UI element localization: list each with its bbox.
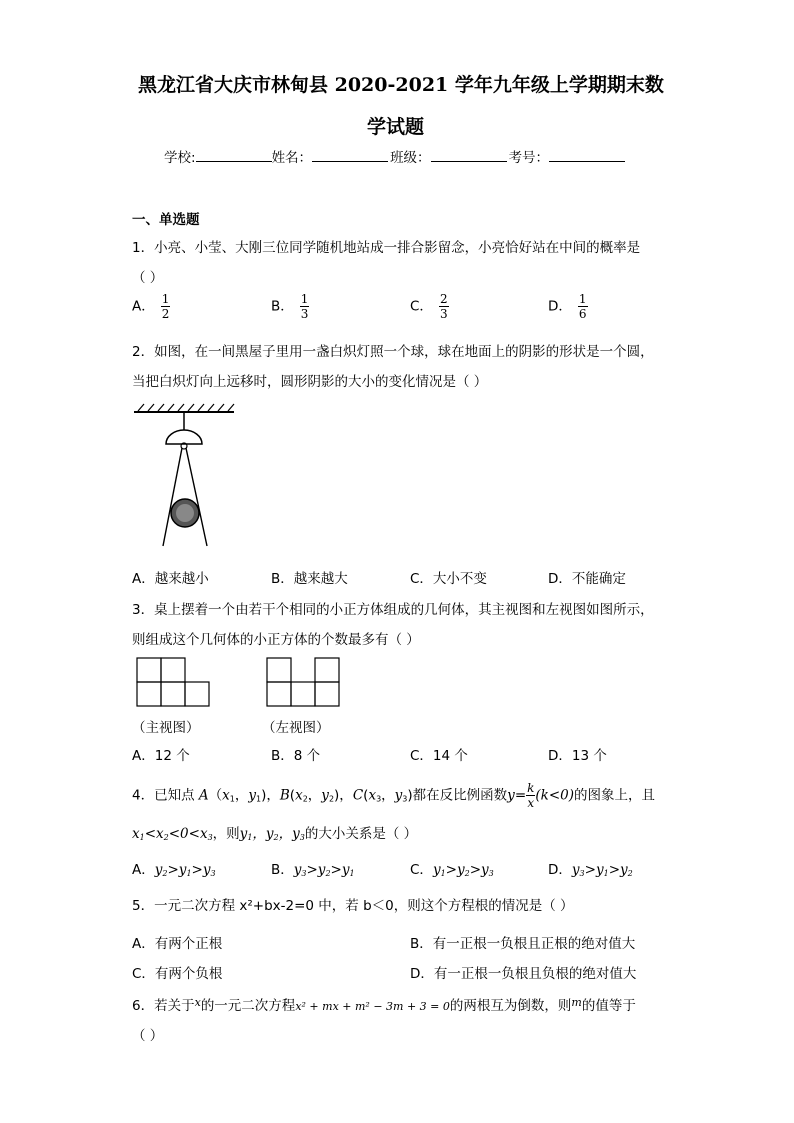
q6-stem: [132, 994, 636, 1014]
q3-option-b[interactable]: B．8 个: [271, 748, 321, 764]
q3-option-a[interactable]: A．12 个: [132, 748, 190, 764]
q4-prefix: 4．已知点: [132, 787, 195, 804]
q4-option-a[interactable]: A．$y_2>y_1>y_3$: [132, 862, 216, 878]
q4-option-d[interactable]: D．$y_3>y_1>y_2$: [548, 862, 633, 878]
q5-option-a[interactable]: A．有两个正根: [132, 936, 223, 952]
q4-stem-line2: [132, 822, 417, 842]
section-heading: 一、单选题: [132, 212, 200, 228]
fraction-denominator: x: [527, 796, 535, 810]
option-label: D．: [548, 862, 572, 878]
fraction-denominator: 3: [300, 307, 309, 321]
q5-option-c[interactable]: C．有两个负根: [132, 966, 223, 982]
q6-mid: 的一元二次方程: [200, 998, 296, 1014]
q6-equation: x² + mx + m² − 3m + 3 = 0: [295, 1000, 450, 1013]
light-ray-right: [186, 448, 207, 546]
front-view-figure: [136, 657, 216, 709]
q2-option-b[interactable]: B．越来越大: [271, 571, 348, 587]
name-label: 姓名：: [271, 150, 313, 166]
inequality-expr: $x_1<x_2<0<x_3$: [132, 826, 213, 842]
q3-stem-line2: 则组成这个几何体的小正方体的个数最多有（ ）: [132, 632, 420, 648]
q6-paren: （ ）: [132, 1028, 164, 1044]
ball-highlight: [176, 504, 194, 522]
exam-no-label: 考号：: [508, 150, 550, 166]
q3-stem-line1: 3．桌上摆着一个由若干个相同的小正方体组成的几何体，其主视图和左视图如图所示，: [132, 602, 654, 618]
lamp-ball-figure: [130, 400, 240, 550]
option-label: C．: [410, 862, 433, 878]
doc-title-line2: 学试题: [367, 116, 425, 138]
option-label: C．: [410, 298, 433, 315]
q3-option-c[interactable]: C．14 个: [410, 748, 468, 764]
fraction-numerator: k: [527, 781, 535, 795]
q5-stem: 5．一元二次方程 x²+bx-2=0 中，若 b＜0，则这个方程根的情况是（ ）: [132, 898, 574, 914]
fraction-numerator: 1: [578, 292, 587, 306]
q3-option-d[interactable]: D．13 个: [548, 748, 607, 764]
y-list-expr: $y_1$，$y_2$，$y_3$: [239, 826, 305, 842]
ceiling-hatch: [138, 404, 234, 411]
q1-option-d[interactable]: [548, 292, 588, 321]
q1-option-c[interactable]: [410, 292, 449, 321]
q1-stem: 1．小亮、小莹、大刚三位同学随机地站成一排合影留念，小亮恰好站在中间的概率是: [132, 240, 641, 256]
fraction-numerator: 1: [161, 292, 170, 306]
school-label: 学校:: [164, 150, 196, 166]
fraction-numerator: 2: [439, 292, 448, 306]
q4-option-b[interactable]: B．$y_3>y_2>y_1$: [271, 862, 355, 878]
q2-stem-line2: 当把白炽灯向上远移时，圆形阴影的大小的变化情况是（ ）: [132, 374, 488, 390]
option-label: B．: [271, 298, 294, 315]
q5-option-d[interactable]: D．有一正根一负根且负根的绝对值大: [410, 966, 637, 982]
var-m: m: [571, 996, 582, 1009]
q2-option-c[interactable]: C．大小不变: [410, 571, 487, 587]
q6-suffix: 的两根互为倒数，则: [449, 998, 572, 1014]
q4-option-c[interactable]: C．$y_1>y_2>y_3$: [410, 862, 494, 878]
q4-mid: 都在反比例函数: [412, 787, 508, 804]
point-a-expr: A: [198, 787, 209, 804]
option-label: A．: [132, 298, 155, 315]
q2-stem-line1: 2．如图，在一间黑屋子里用一盏白炽灯照一个球，球在地面上的阴影的形状是一个圆，: [132, 344, 654, 360]
front-view-caption: （主视图）: [132, 720, 200, 736]
q4-line2-end: 的大小关系是（ ）: [304, 826, 418, 842]
lamp-shade: [166, 430, 202, 444]
q6-prefix: 6．若关于: [132, 998, 195, 1014]
q2-option-a[interactable]: A．越来越小: [132, 571, 209, 587]
option-label: B．: [271, 862, 294, 878]
q4-stem-line1: 4．已知点 $A(x_1$，$y_1$)，$B(x_2$，$y_2$)，$C(x_3$，$y_3$)都在反比例函数y= $\frac{k}{x}$ (k<0)的图象上，且: [132, 781, 656, 810]
q4-then: ，则: [212, 826, 240, 842]
left-view-caption: （左视图）: [262, 720, 330, 736]
q5-option-b[interactable]: B．有一正根一负根且正根的绝对值大: [410, 936, 636, 952]
fraction-denominator: 2: [161, 307, 170, 321]
school-field[interactable]: [196, 149, 272, 162]
exam-no-field[interactable]: [549, 149, 625, 162]
info-row: [164, 146, 625, 166]
fraction-denominator: 6: [578, 307, 587, 321]
q1-paren: （ ）: [132, 270, 164, 286]
left-view-figure: [266, 657, 346, 709]
light-ray-left: [163, 448, 182, 546]
q6-suffix2: 的值等于: [581, 998, 636, 1014]
fraction-denominator: 3: [439, 307, 448, 321]
class-field[interactable]: [431, 149, 507, 162]
q4-condition: (k<0): [535, 787, 575, 804]
q1-option-a[interactable]: [132, 292, 170, 321]
q4-suffix: 的图象上，且: [574, 787, 656, 804]
fraction-numerator: 1: [300, 292, 309, 306]
q2-option-d[interactable]: D．不能确定: [548, 571, 626, 587]
doc-title-line1: 黑龙江省大庆市林甸县 2020-2021 学年九年级上学期期末数: [138, 74, 664, 96]
class-label: 班级：: [390, 150, 431, 166]
q1-option-b[interactable]: [271, 292, 309, 321]
option-label: D．: [548, 298, 572, 315]
name-field[interactable]: [312, 149, 388, 162]
option-label: A．: [132, 862, 155, 878]
var-x: x: [194, 996, 201, 1009]
